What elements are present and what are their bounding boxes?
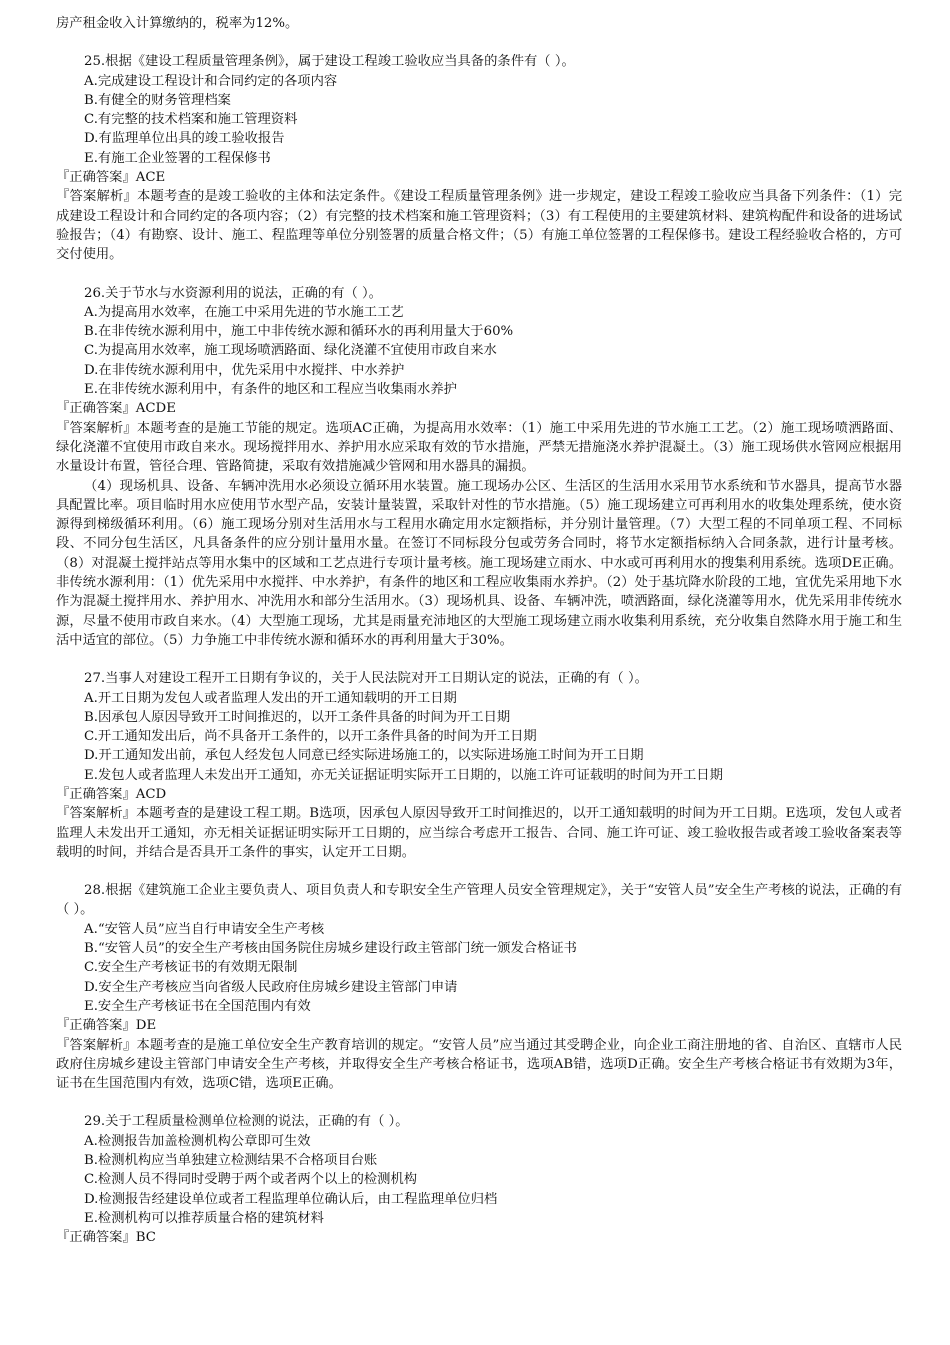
option-a: A.“安管人员”应当自行申请安全生产考核 (84, 921, 325, 937)
option-a: A.为提高用水效率，在施工中采用先进的节水施工工艺 (84, 304, 404, 320)
option-d: D.有监理单位出具的竣工验收报告 (84, 131, 285, 147)
option-d: D.检测报告经建设单位或者工程监理单位确认后，由工程监理单位归档 (84, 1191, 498, 1207)
question-title: 27.当事人对建设工程开工日期有争议的，关于人民法院对开工日期认定的说法，正确的有（ ）。 (84, 671, 648, 687)
correct-answer: 『正确答案』ACDE (56, 401, 176, 417)
intro-text: 房产租金收入计算缴纳的，税率为12%。 (56, 16, 299, 31)
option-c: C.安全生产考核证书的有效期无限制 (84, 960, 298, 976)
option-c: C.检测人员不得同时受聘于两个或者两个以上的检测机构 (84, 1172, 418, 1188)
option-c: C.有完整的技术档案和施工管理资料 (84, 112, 298, 128)
option-e: E.有施工企业签署的工程保修书 (84, 150, 271, 166)
option-b: B.有健全的财务管理档案 (84, 92, 231, 108)
answer-analysis: 『答案解析』本题考查的是建设工程工期。B选项，因承包人原因导致开工时间推迟的，以开工通知载明的时间为开工日期。E选项，发包人或者监理人未发出开工通知，亦无相关证据证明实际开工日期的，应当综合考虑开工报告、合同、施工许可证、竣工验收报告或者竣工验收备案表等载明的时间，并结合是否具开工条件的事实，认定开工日期。 (56, 806, 902, 860)
option-b: B.“安管人员”的安全生产考核由国务院住房城乡建设行政主管部门统一颁发合格证书 (84, 941, 577, 957)
option-e: E.安全生产考核证书在全国范围内有效 (84, 998, 311, 1014)
answer-analysis: 『答案解析』本题考查的是竣工验收的主体和法定条件。《建设工程质量管理条例》进一步规定，建设工程竣工验收应当具备下列条件：（1）完成建设工程设计和合同约定的各项内容；（2）有完整的技术档案和施工管理资料；（3）有工程使用的主要建筑材料、建筑构配件和设备的进场试验报告；（4）有勘察、设计、施工、程监理等单位分别签署的质量合格文件；（5）有施工单位签署的工程保修书。建设工程经验收合格的，方可交付使用。 (56, 189, 902, 263)
question-title: 28.根据《建筑施工企业主要负责人、项目负责人和专职安全生产管理人员安全管理规定》，关于“安管人员”安全生产考核的说法，正确的有（ ）。 (56, 883, 902, 918)
option-b: B.在非传统水源利用中，施工中非传统水源和循环水的再利用量大于60% (84, 324, 514, 340)
option-d: D.在非传统水源利用中，优先采用中水搅拌、中水养护 (84, 362, 405, 378)
option-a: A.完成建设工程设计和合同约定的各项内容 (84, 73, 338, 89)
answer-analysis: 『答案解析』本题考查的是施工单位安全生产教育培训的规定。“安管人员”应当通过其受聘企业，向企业工商注册地的省、自治区、直辖市人民政府住房城乡建设主管部门申请安全生产考核，并取得安全生产考核合格证书，选项AB错，选项D正确。安全生产考核合格证书有效期为3年，证书在生国范围内有效，选项C错，选项E正确。 (56, 1037, 902, 1092)
answer-analysis-continued: （4）现场机具、设备、车辆冲洗用水必须设立循环用水装置。施工现场办公区、生活区的生活用水采用节水系统和节水器具，提高节水器具配置比率。项目临时用水应使用节水型产品，安装计量装置，采取针对性的节水措施。（5）施工现场建立可再利用水的收集处理系统，使水资源得到梯级循环利用。（6）施工现场分别对生活用水与工程用水确定用水定额指标，并分别计量管理。（7）大型工程的不同单项工程、不同标段、不同分包生活区，凡具备条件的应分别计量用水量。在签订不同标段分包或劳务合同时，将节水定额指标纳入合同条款，进行计量考核。（8）对混凝土搅拌站点等用水集中的区域和工艺点进行专项计量考核。施工现场建立雨水、中水或可再利用水的搜集利用系统。选项DE正确。非传统水源利用：（1）优先采用中水搅拌、中水养护，有条件的地区和工程应收集雨水养护。（2）处于基坑降水阶段的工地，宜优先采用地下水作为混凝土搅拌用水、养护用水、冲洗用水和部分生活用水。（3）现场机具、设备、车辆冲洗，喷洒路面，绿化浇灌等用水，优先采用非传统水源，尽量不使用市政自来水。（4）大型施工现场，尤其是雨量充沛地区的大型施工现场建立雨水收集利用系统，充分收集自然降水用于施工和生活中适宜的部位。（5）力争施工中非传统水源和循环水的再利用量大于30%。 (56, 478, 902, 648)
question-27 (56, 669, 902, 862)
option-e: E.发包人或者监理人未发出开工通知，亦无关证据证明实际开工日期的，以施工许可证载明的时间为开工日期 (84, 767, 723, 783)
document-page (56, 14, 902, 1248)
question-26 (56, 284, 902, 651)
option-d: D.安全生产考核应当向省级人民政府住房城乡建设主管部门申请 (84, 979, 458, 995)
question-title: 29.关于工程质量检测单位检测的说法，正确的有（ ）。 (84, 1114, 409, 1130)
question-29 (56, 1112, 902, 1247)
option-e: E.在非传统水源利用中，有条件的地区和工程应当收集雨水养护 (84, 382, 457, 398)
correct-answer: 『正确答案』ACD (56, 786, 167, 802)
option-a: A.检测报告加盖检测机构公章即可生效 (84, 1133, 311, 1149)
option-a: A.开工日期为发包人或者监理人发出的开工通知载明的开工日期 (84, 690, 457, 706)
question-25 (56, 52, 902, 264)
option-c: C.为提高用水效率，施工现场喷洒路面、绿化浇灌不宜使用市政自来水 (84, 343, 497, 359)
option-b: B.检测机构应当单独建立检测结果不合格项目台账 (84, 1153, 378, 1169)
question-title: 26.关于节水与水资源利用的说法，正确的有（ ）。 (84, 285, 382, 301)
option-d: D.开工通知发出前，承包人经发包人同意已经实际进场施工的，以实际进场施工时间为开工日期 (84, 748, 644, 764)
option-e: E.检测机构可以推荐质量合格的建筑材料 (84, 1210, 324, 1226)
question-title: 25.根据《建设工程质量管理条例》，属于建设工程竣工验收应当具备的条件有（ ）。 (84, 54, 575, 70)
answer-analysis: 『答案解析』本题考查的是施工节能的规定。选项AC正确，为提高用水效率：（1）施工中采用先进的节水施工工艺。（2）施工现场喷洒路面、绿化浇灌不宜使用市政自来水。现场搅拌用水、养护用水应采取有效的节水措施，严禁无措施浇水养护混凝土。（3）施工现场供水管网应根据用水量设计布置，管径合理、管路简捷，采取有效措施减少管网和用水器具的漏损。 (56, 420, 902, 475)
option-b: B.因承包人原因导致开工时间推迟的，以开工条件具备的时间为开工日期 (84, 709, 511, 725)
correct-answer: 『正确答案』BC (56, 1230, 156, 1246)
correct-answer: 『正确答案』DE (56, 1018, 157, 1034)
option-c: C.开工通知发出后，尚不具备开工条件的，以开工条件具备的时间为开工日期 (84, 729, 537, 745)
question-28 (56, 881, 902, 1093)
correct-answer: 『正确答案』ACE (56, 170, 166, 186)
